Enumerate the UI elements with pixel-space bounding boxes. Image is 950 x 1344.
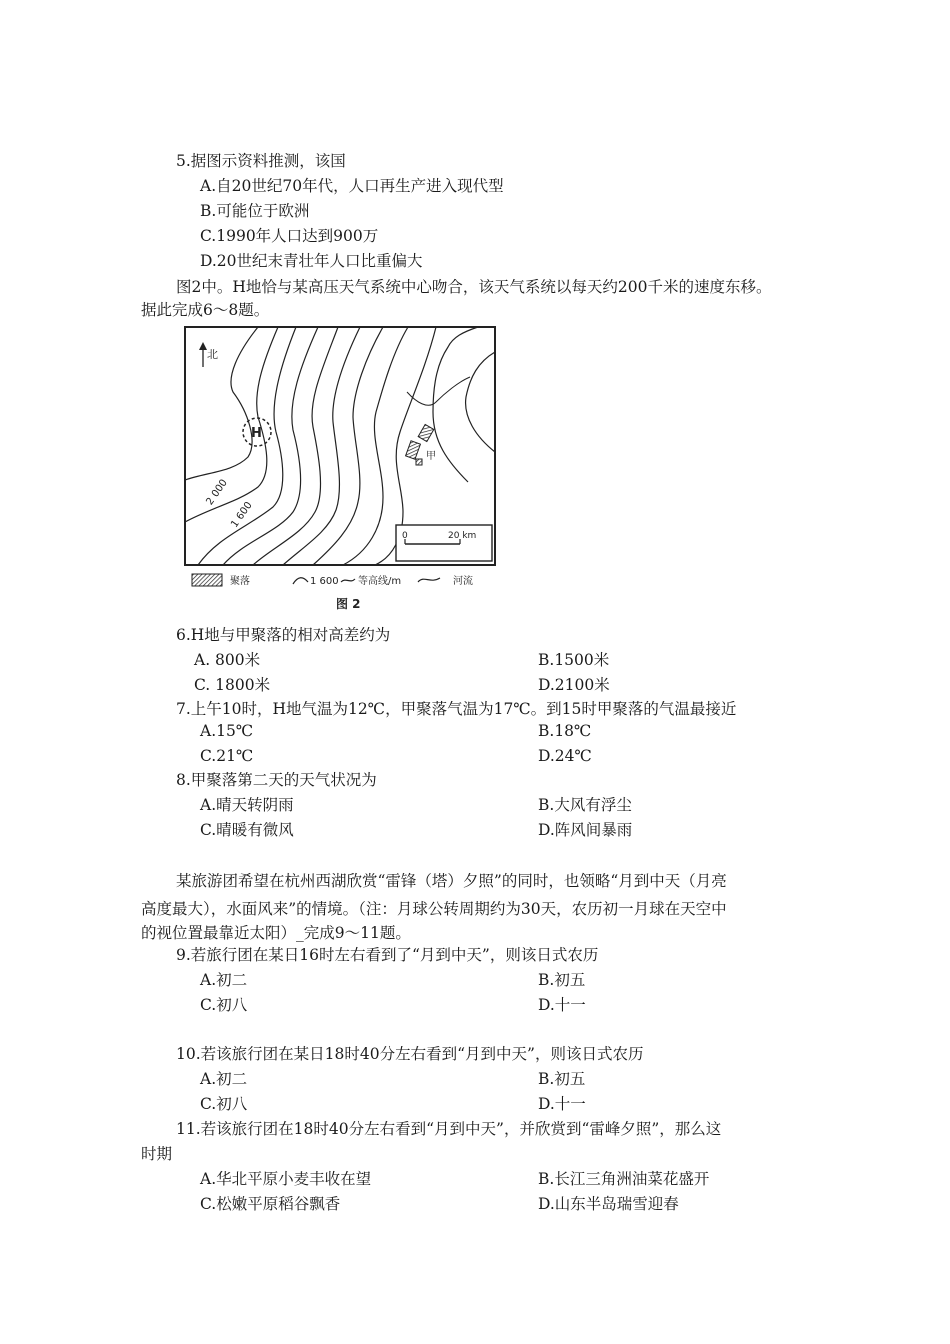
q9-option-c: C.初八 — [200, 996, 248, 1014]
q11-option-b: B.长江三角洲油菜花盛开 — [538, 1170, 710, 1188]
intro2-line2: 据此完成6～8题。 — [141, 301, 270, 319]
q6-stem: 6.H地与甲聚落的相对高差约为 — [176, 626, 391, 644]
scale-bar — [396, 525, 492, 561]
q11-stem-line1: 11.若该旅行团在18时40分左右看到“月到中天”，并欣赏到“雷峰夕照”，那么这 — [176, 1120, 722, 1138]
legend-settlement: 聚落 — [230, 576, 250, 587]
q10-option-a: A.初二 — [200, 1070, 248, 1088]
contour-map-figure — [178, 322, 508, 614]
q8-option-a: A.晴天转阴雨 — [200, 796, 294, 814]
intro3-line1: 某旅游团希望在杭州西湖欣赏“雷锋（塔）夕照”的同时，也领略“月到中天（月亮 — [176, 872, 727, 890]
q9-option-b: B.初五 — [538, 971, 586, 989]
q8-option-c: C.晴暖有微风 — [200, 821, 294, 839]
north-label: 北 — [207, 348, 218, 361]
q6-option-c: C. 1800米 — [194, 676, 271, 694]
q10-option-c: C.初八 — [200, 1095, 248, 1113]
h-label: H — [251, 426, 262, 441]
jia-label: 甲 — [426, 451, 436, 462]
legend-contour-swatch — [293, 578, 308, 584]
q5-option-b: B.可能位于欧洲 — [200, 202, 310, 220]
q5-option-c: C.1990年人口达到900万 — [200, 227, 379, 245]
q7-option-d: D.24℃ — [538, 747, 592, 765]
intro3-line3: 的视位置最靠近太阳）_完成9～11题。 — [141, 924, 411, 942]
q5-stem: 5.据图示资料推测，该国 — [176, 152, 346, 170]
legend-settlement-swatch — [192, 574, 222, 586]
q10-option-b: B.初五 — [538, 1070, 586, 1088]
q7-option-b: B.18℃ — [538, 722, 592, 740]
intro2-line1: 图2中。H地恰与某高压天气系统中心吻合，该天气系统以每天约200千米的速度东移。 — [176, 278, 772, 296]
q7-option-c: C.21℃ — [200, 747, 254, 765]
scale-end: 20 km — [448, 531, 477, 541]
q5-option-a: A.自20世纪70年代，人口再生产进入现代型 — [200, 177, 504, 195]
q6-option-d: D.2100米 — [538, 676, 610, 694]
legend-river: 河流 — [453, 576, 473, 587]
q11-option-c: C.松嫩平原稻谷飘香 — [200, 1195, 341, 1213]
q11-stem-line2: 时期 — [141, 1145, 173, 1163]
q11-option-a: A.华北平原小麦丰收在望 — [200, 1170, 372, 1188]
q8-option-d: D.阵风间暴雨 — [538, 821, 633, 839]
q11-option-d: D.山东半岛瑞雪迎春 — [538, 1195, 679, 1213]
intro3-line2: 高度最大），水面风来”的情境。（注：月球公转周期约为30天，农历初一月球在天空中 — [141, 900, 727, 918]
q7-stem: 7.上午10时，H地气温为12℃，甲聚落气温为17℃。到15时甲聚落的气温最接近 — [176, 700, 737, 718]
contour-label-2000: 2 000 — [204, 477, 230, 508]
q9-option-d: D.十一 — [538, 996, 586, 1014]
contour-label-1600: 1 600 — [229, 500, 255, 530]
q9-stem: 9.若旅行团在某日16时左右看到了“月到中天”，则该日式农历 — [176, 946, 599, 964]
q10-option-d: D.十一 — [538, 1095, 586, 1113]
scale-zero: 0 — [402, 531, 408, 541]
q5-option-d: D.20世纪末青壮年人口比重偏大 — [200, 252, 423, 270]
q9-option-a: A.初二 — [200, 971, 248, 989]
legend-river-swatch — [418, 578, 440, 582]
q10-stem: 10.若该旅行团在某日18时40分左右看到“月到中天”，则该日式农历 — [176, 1045, 644, 1063]
q8-option-b: B.大风有浮尘 — [538, 796, 632, 814]
q7-option-a: A.15℃ — [200, 722, 254, 740]
legend-contour-unit: 等高线/m — [358, 576, 402, 587]
figure-caption: 图 2 — [336, 597, 361, 611]
legend-contour-value: 1 600 — [310, 576, 339, 587]
q8-stem: 8.甲聚落第二天的天气状况为 — [176, 771, 377, 789]
q6-option-b: B.1500米 — [538, 651, 610, 669]
q6-option-a: A. 800米 — [194, 651, 261, 669]
